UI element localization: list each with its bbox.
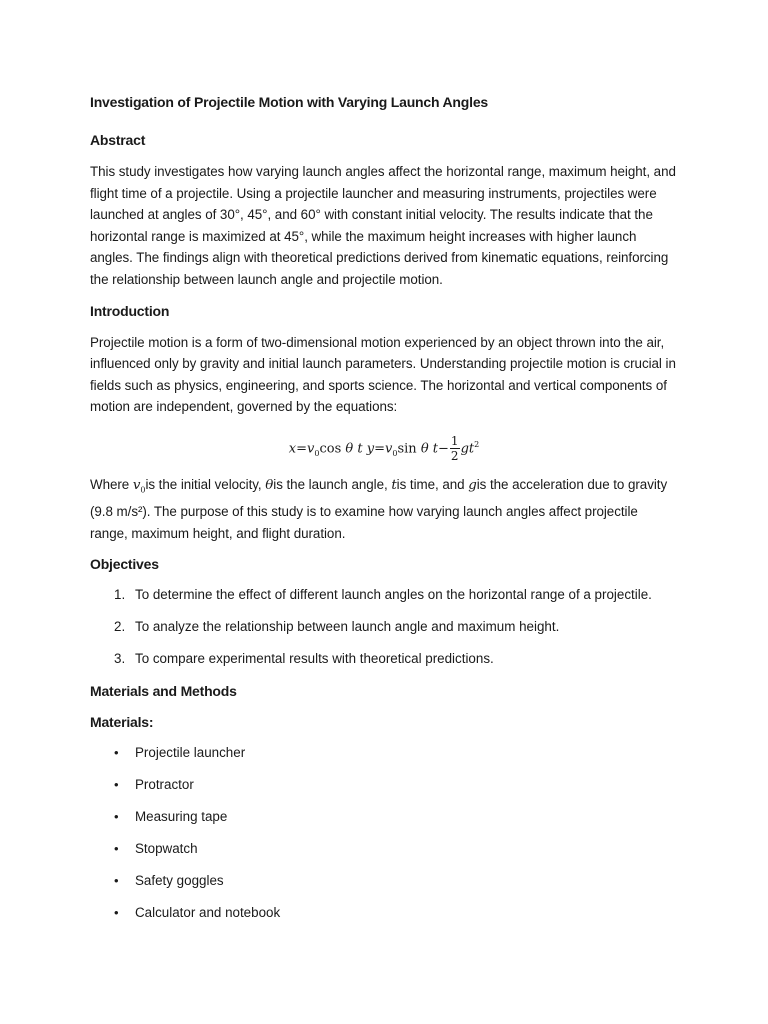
bullet-icon: •	[114, 841, 119, 857]
where-prefix: Where	[90, 476, 133, 492]
objectives-list	[90, 585, 678, 669]
v0-subscript: 0	[140, 485, 146, 495]
eq-t-1: t	[357, 441, 363, 457]
eq-y: y	[366, 441, 375, 457]
eq-x: x	[288, 441, 297, 457]
eq-v-sub-2: 0	[392, 448, 398, 458]
list-item	[90, 743, 678, 763]
bullet-icon: •	[114, 809, 119, 825]
list-item	[90, 617, 678, 637]
where-part4: is the acceleration due to gravity (9.8 m/s²). The purpose of this study is to examine how varying launch angles affect projectile range, maximum height, and flight duration.	[90, 476, 668, 541]
list-item-text: Protractor	[135, 777, 194, 793]
list-item	[90, 839, 678, 859]
materials-list	[90, 743, 678, 923]
where-part2: is the launch angle,	[273, 476, 392, 492]
list-item-text: Calculator and notebook	[135, 905, 281, 921]
t-symbol: t	[391, 477, 397, 493]
eq-v-sub: 0	[314, 448, 320, 458]
bullet-icon: •	[114, 745, 119, 761]
theta-symbol: θ	[265, 477, 274, 493]
list-item-text: To analyze the relationship between launch angle and maximum height.	[135, 619, 560, 635]
eq-theta-2: θ	[420, 441, 429, 457]
list-item-text: Measuring tape	[135, 809, 228, 825]
abstract-heading: Abstract	[90, 132, 146, 148]
eq-fraction-numerator: 1	[450, 434, 459, 449]
list-item	[90, 585, 678, 605]
eq-t-2: t	[432, 441, 439, 457]
list-item	[90, 807, 678, 827]
eq-v: v	[307, 441, 315, 457]
bullet-icon: •	[114, 777, 119, 793]
eq-g: g	[460, 441, 469, 457]
list-item	[90, 871, 678, 891]
bullet-icon: •	[114, 873, 119, 889]
kinematic-equation	[90, 428, 678, 462]
list-item	[90, 775, 678, 795]
where-part1: is the initial velocity,	[145, 476, 266, 492]
list-marker: 1.	[114, 587, 126, 603]
abstract-text: This study investigates how varying launch angles affect the horizontal range, maximum height, and flight time of a projectile. Using a projectile launcher and measuring instruments, projectiles were launched at angles of 30°, 45°, and 60° with constant initial velocity. The results indicate that the horizontal range is maximized at 45°, while the maximum height increases with higher launch angles. The findings align with theoretical predictions derived from kinematic equations, reinforcing the relationship between launch angle and projectile motion.	[90, 164, 676, 287]
eq-equals-2: =	[374, 441, 386, 457]
list-item-text: To determine the effect of different launch angles on the horizontal range of a projectile.	[135, 587, 652, 603]
list-item-text: To compare experimental results with theoretical predictions.	[135, 651, 494, 667]
document-title: Investigation of Projectile Motion with Varying Launch Angles	[90, 94, 488, 110]
eq-t-3: t	[468, 441, 475, 457]
eq-fraction	[450, 434, 460, 463]
list-item-text: Safety goggles	[135, 873, 224, 889]
list-marker: 2.	[114, 619, 126, 635]
introduction-heading: Introduction	[90, 302, 170, 319]
eq-v-2: v	[385, 441, 393, 457]
list-item-text: Projectile launcher	[135, 745, 246, 761]
bullet-icon: •	[114, 905, 119, 921]
materials-methods-heading: Materials and Methods	[90, 683, 237, 700]
v0-symbol	[133, 478, 146, 493]
g-symbol: g	[468, 477, 477, 493]
eq-minus: −	[438, 441, 449, 457]
list-item	[90, 903, 678, 923]
materials-subheading: Materials:	[90, 714, 154, 731]
introduction-text: Projectile motion is a form of two-dimensional motion experienced by an object thrown into the air, influenced only by gravity and initial launch parameters. Understanding projectile motion is crucial in fields such as physics, engineering, and sports science. The horizontal and vertical components of motion are independent, governed by the equations:	[90, 334, 676, 415]
eq-cos: cos	[319, 441, 342, 457]
variable-definitions	[90, 474, 678, 544]
v0-letter: v	[132, 477, 141, 493]
eq-theta-1: θ	[345, 441, 354, 457]
objectives-heading: Objectives	[90, 556, 159, 573]
list-item	[90, 649, 678, 669]
eq-equals-1: =	[296, 441, 308, 457]
list-item-text: Stopwatch	[135, 841, 198, 857]
list-marker: 3.	[114, 651, 126, 667]
where-part3: is time, and	[396, 476, 469, 492]
eq-fraction-denominator: 2	[450, 449, 459, 464]
eq-t-squared: 2	[474, 439, 480, 449]
eq-sin: sin	[397, 441, 417, 457]
